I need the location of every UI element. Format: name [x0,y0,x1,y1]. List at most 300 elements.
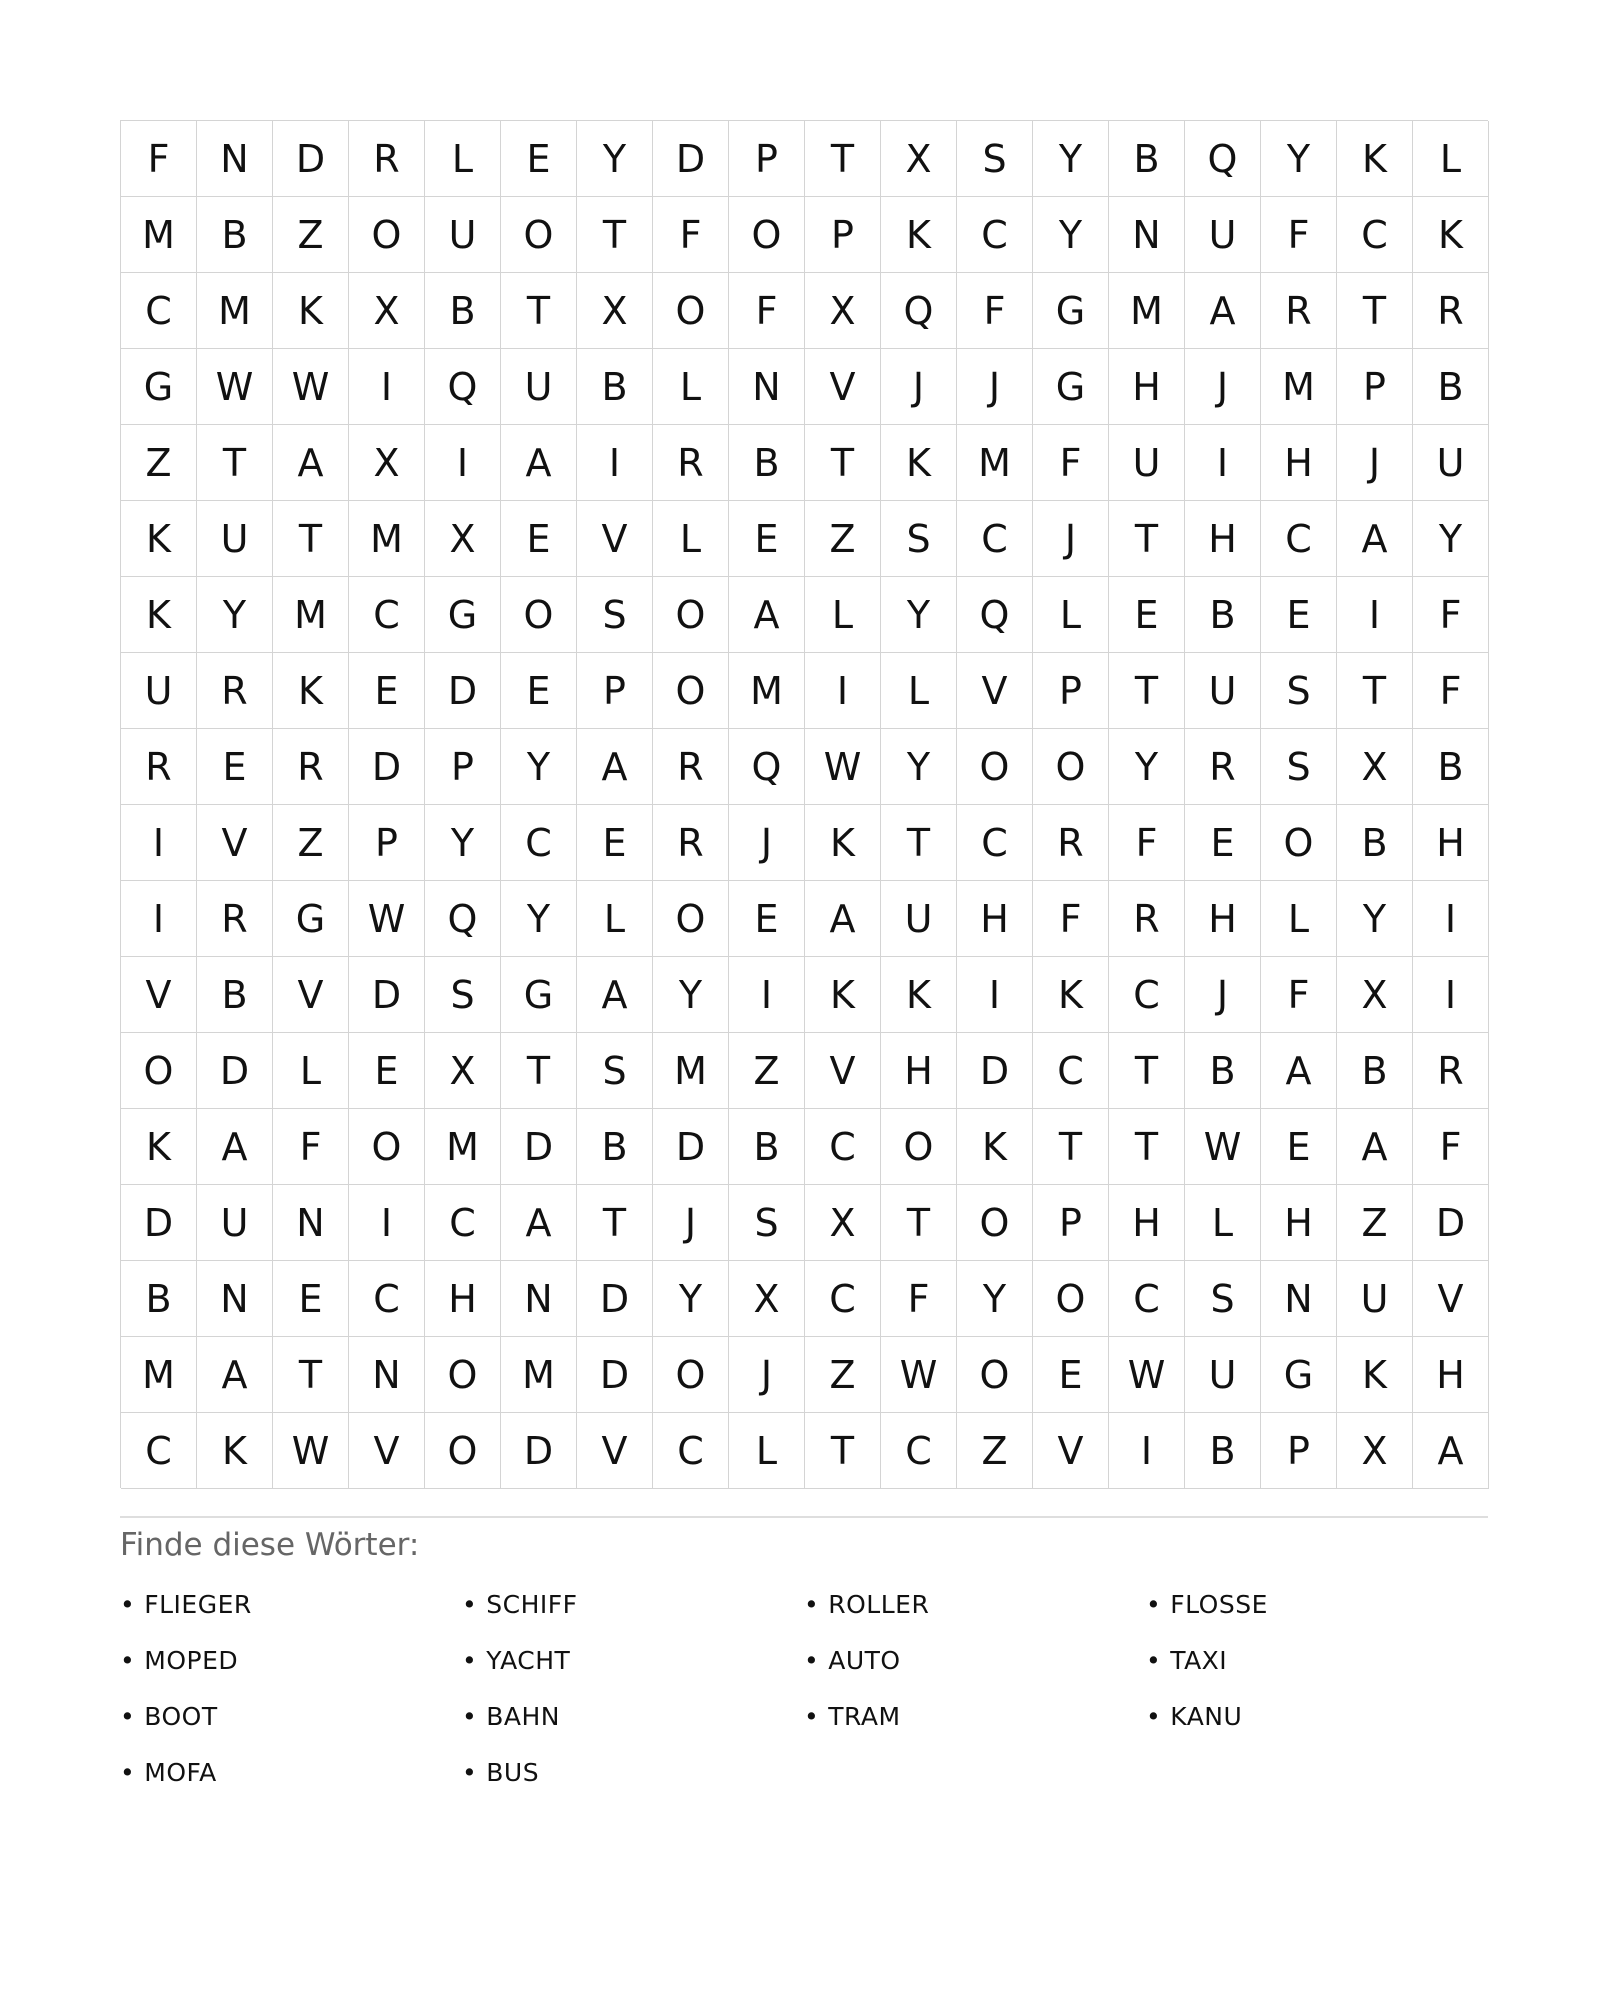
grid-cell[interactable]: Y [1413,501,1489,577]
grid-cell[interactable]: Y [957,1261,1033,1337]
grid-cell[interactable]: O [501,197,577,273]
grid-cell[interactable]: B [1109,121,1185,197]
grid-cell[interactable]: R [1033,805,1109,881]
grid-cell[interactable]: D [577,1261,653,1337]
grid-cell[interactable]: O [653,1337,729,1413]
grid-cell[interactable]: C [1337,197,1413,273]
grid-cell[interactable]: R [1185,729,1261,805]
grid-cell[interactable]: U [1109,425,1185,501]
grid-cell[interactable]: U [881,881,957,957]
grid-cell[interactable]: I [425,425,501,501]
grid-cell[interactable]: I [729,957,805,1033]
grid-cell[interactable]: B [577,1109,653,1185]
grid-cell[interactable]: M [349,501,425,577]
grid-cell[interactable]: L [1261,881,1337,957]
grid-cell[interactable]: L [805,577,881,653]
grid-cell[interactable]: C [121,1413,197,1489]
grid-cell[interactable]: M [957,425,1033,501]
grid-cell[interactable]: F [1033,425,1109,501]
grid-cell[interactable]: R [273,729,349,805]
grid-cell[interactable]: Y [1033,121,1109,197]
grid-cell[interactable]: T [805,121,881,197]
grid-cell[interactable]: A [1185,273,1261,349]
grid-cell[interactable]: S [881,501,957,577]
grid-cell[interactable]: D [349,729,425,805]
grid-cell[interactable]: J [1185,349,1261,425]
grid-cell[interactable]: Y [197,577,273,653]
grid-cell[interactable]: R [653,805,729,881]
grid-cell[interactable]: E [729,501,805,577]
grid-cell[interactable]: G [1033,349,1109,425]
grid-cell[interactable]: O [349,197,425,273]
grid-cell[interactable]: E [1109,577,1185,653]
grid-cell[interactable]: D [577,1337,653,1413]
grid-cell[interactable]: E [1033,1337,1109,1413]
grid-cell[interactable]: Y [1109,729,1185,805]
grid-cell[interactable]: A [805,881,881,957]
grid-cell[interactable]: Y [577,121,653,197]
grid-cell[interactable]: F [1413,653,1489,729]
grid-cell[interactable]: R [1413,273,1489,349]
grid-cell[interactable]: J [1185,957,1261,1033]
grid-cell[interactable]: U [501,349,577,425]
grid-cell[interactable]: V [349,1413,425,1489]
grid-cell[interactable]: P [729,121,805,197]
grid-cell[interactable]: C [1261,501,1337,577]
grid-cell[interactable]: I [1109,1413,1185,1489]
grid-cell[interactable]: S [1261,729,1337,805]
grid-cell[interactable]: K [881,957,957,1033]
grid-cell[interactable]: T [501,1033,577,1109]
grid-cell[interactable]: B [425,273,501,349]
grid-cell[interactable]: E [349,1033,425,1109]
grid-cell[interactable]: A [577,957,653,1033]
grid-cell[interactable]: Y [653,957,729,1033]
grid-cell[interactable]: I [121,881,197,957]
grid-cell[interactable]: M [197,273,273,349]
grid-cell[interactable]: O [1033,729,1109,805]
grid-cell[interactable]: A [501,1185,577,1261]
grid-cell[interactable]: B [577,349,653,425]
grid-cell[interactable]: Y [1337,881,1413,957]
grid-cell[interactable]: P [1033,1185,1109,1261]
grid-cell[interactable]: L [1413,121,1489,197]
grid-cell[interactable]: H [957,881,1033,957]
grid-cell[interactable]: K [1337,1337,1413,1413]
grid-cell[interactable]: A [1413,1413,1489,1489]
grid-cell[interactable]: U [1185,1337,1261,1413]
grid-cell[interactable]: W [273,349,349,425]
grid-cell[interactable]: A [501,425,577,501]
grid-cell[interactable]: F [1413,577,1489,653]
grid-cell[interactable]: R [121,729,197,805]
grid-cell[interactable]: G [425,577,501,653]
grid-cell[interactable]: B [197,197,273,273]
grid-cell[interactable]: X [1337,957,1413,1033]
grid-cell[interactable]: D [121,1185,197,1261]
grid-cell[interactable]: X [805,1185,881,1261]
grid-cell[interactable]: Z [805,501,881,577]
grid-cell[interactable]: K [957,1109,1033,1185]
grid-cell[interactable]: Y [501,881,577,957]
grid-cell[interactable]: B [1413,729,1489,805]
grid-cell[interactable]: C [1033,1033,1109,1109]
grid-cell[interactable]: X [805,273,881,349]
grid-cell[interactable]: J [729,805,805,881]
grid-cell[interactable]: U [425,197,501,273]
grid-cell[interactable]: N [349,1337,425,1413]
grid-cell[interactable]: D [653,121,729,197]
grid-cell[interactable]: J [881,349,957,425]
grid-cell[interactable]: F [653,197,729,273]
grid-cell[interactable]: Z [957,1413,1033,1489]
grid-cell[interactable]: L [653,349,729,425]
grid-cell[interactable]: F [121,121,197,197]
grid-cell[interactable]: J [1033,501,1109,577]
grid-cell[interactable]: L [273,1033,349,1109]
grid-cell[interactable]: X [349,425,425,501]
grid-cell[interactable]: R [653,425,729,501]
grid-cell[interactable]: Y [501,729,577,805]
grid-cell[interactable]: B [1337,1033,1413,1109]
grid-cell[interactable]: S [425,957,501,1033]
grid-cell[interactable]: Y [881,729,957,805]
grid-cell[interactable]: P [1033,653,1109,729]
grid-cell[interactable]: P [577,653,653,729]
grid-cell[interactable]: R [1413,1033,1489,1109]
grid-cell[interactable]: C [349,1261,425,1337]
grid-cell[interactable]: H [1261,425,1337,501]
grid-cell[interactable]: I [1413,957,1489,1033]
grid-cell[interactable]: R [653,729,729,805]
grid-cell[interactable]: B [1413,349,1489,425]
grid-cell[interactable]: T [1109,653,1185,729]
grid-cell[interactable]: T [881,805,957,881]
grid-cell[interactable]: T [1337,653,1413,729]
grid-cell[interactable]: E [197,729,273,805]
grid-cell[interactable]: J [653,1185,729,1261]
grid-cell[interactable]: U [1413,425,1489,501]
grid-cell[interactable]: U [197,1185,273,1261]
grid-cell[interactable]: J [729,1337,805,1413]
grid-cell[interactable]: T [273,1337,349,1413]
grid-cell[interactable]: N [273,1185,349,1261]
grid-cell[interactable]: N [197,1261,273,1337]
grid-cell[interactable]: N [501,1261,577,1337]
grid-cell[interactable]: V [1413,1261,1489,1337]
grid-cell[interactable]: X [349,273,425,349]
grid-cell[interactable]: V [577,1413,653,1489]
grid-cell[interactable]: O [653,881,729,957]
grid-cell[interactable]: M [1109,273,1185,349]
grid-cell[interactable]: R [1109,881,1185,957]
grid-cell[interactable]: X [1337,729,1413,805]
grid-cell[interactable]: M [121,197,197,273]
grid-cell[interactable]: F [1261,197,1337,273]
grid-cell[interactable]: R [197,653,273,729]
grid-cell[interactable]: T [881,1185,957,1261]
grid-cell[interactable]: C [957,805,1033,881]
grid-cell[interactable]: X [425,501,501,577]
grid-cell[interactable]: D [273,121,349,197]
grid-cell[interactable]: S [729,1185,805,1261]
grid-cell[interactable]: K [805,805,881,881]
grid-cell[interactable]: T [805,1413,881,1489]
grid-cell[interactable]: T [1109,1109,1185,1185]
grid-cell[interactable]: C [349,577,425,653]
grid-cell[interactable]: I [1337,577,1413,653]
grid-cell[interactable]: E [1261,577,1337,653]
grid-cell[interactable]: R [1261,273,1337,349]
grid-cell[interactable]: Y [425,805,501,881]
grid-cell[interactable]: O [425,1337,501,1413]
grid-cell[interactable]: C [881,1413,957,1489]
grid-cell[interactable]: I [1413,881,1489,957]
grid-cell[interactable]: S [577,577,653,653]
grid-cell[interactable]: K [881,197,957,273]
grid-cell[interactable]: D [957,1033,1033,1109]
grid-cell[interactable]: U [197,501,273,577]
grid-cell[interactable]: C [1109,957,1185,1033]
grid-cell[interactable]: E [729,881,805,957]
grid-cell[interactable]: Q [957,577,1033,653]
grid-cell[interactable]: E [273,1261,349,1337]
grid-cell[interactable]: P [349,805,425,881]
grid-cell[interactable]: T [197,425,273,501]
grid-cell[interactable]: E [349,653,425,729]
grid-cell[interactable]: Q [729,729,805,805]
grid-cell[interactable]: M [121,1337,197,1413]
grid-cell[interactable]: W [273,1413,349,1489]
grid-cell[interactable]: A [1261,1033,1337,1109]
grid-cell[interactable]: M [273,577,349,653]
grid-cell[interactable]: K [273,273,349,349]
grid-cell[interactable]: B [121,1261,197,1337]
grid-cell[interactable]: V [121,957,197,1033]
grid-cell[interactable]: H [1109,1185,1185,1261]
grid-cell[interactable]: O [1261,805,1337,881]
grid-cell[interactable]: K [1413,197,1489,273]
grid-cell[interactable]: V [957,653,1033,729]
grid-cell[interactable]: O [653,577,729,653]
grid-cell[interactable]: V [805,349,881,425]
grid-cell[interactable]: L [1033,577,1109,653]
grid-cell[interactable]: X [577,273,653,349]
grid-cell[interactable]: Y [653,1261,729,1337]
grid-cell[interactable]: I [957,957,1033,1033]
grid-cell[interactable]: V [577,501,653,577]
grid-cell[interactable]: E [1185,805,1261,881]
grid-cell[interactable]: U [1337,1261,1413,1337]
grid-cell[interactable]: S [1185,1261,1261,1337]
grid-cell[interactable]: U [1185,197,1261,273]
grid-cell[interactable]: G [273,881,349,957]
grid-cell[interactable]: O [957,729,1033,805]
grid-cell[interactable]: Q [425,349,501,425]
grid-cell[interactable]: D [653,1109,729,1185]
grid-cell[interactable]: Z [1337,1185,1413,1261]
grid-cell[interactable]: L [425,121,501,197]
grid-cell[interactable]: U [121,653,197,729]
grid-cell[interactable]: F [1033,881,1109,957]
grid-cell[interactable]: O [1033,1261,1109,1337]
grid-cell[interactable]: K [273,653,349,729]
grid-cell[interactable]: K [1033,957,1109,1033]
grid-cell[interactable]: W [197,349,273,425]
grid-cell[interactable]: K [121,501,197,577]
grid-cell[interactable]: D [349,957,425,1033]
grid-cell[interactable]: B [1185,1413,1261,1489]
grid-cell[interactable]: F [1261,957,1337,1033]
grid-cell[interactable]: K [1337,121,1413,197]
grid-cell[interactable]: G [1033,273,1109,349]
grid-cell[interactable]: H [1185,881,1261,957]
grid-cell[interactable]: C [957,197,1033,273]
grid-cell[interactable]: I [805,653,881,729]
grid-cell[interactable]: O [881,1109,957,1185]
grid-cell[interactable]: N [1109,197,1185,273]
grid-cell[interactable]: B [197,957,273,1033]
grid-cell[interactable]: F [1109,805,1185,881]
grid-cell[interactable]: R [197,881,273,957]
grid-cell[interactable]: A [1337,1109,1413,1185]
grid-cell[interactable]: L [653,501,729,577]
grid-cell[interactable]: Z [805,1337,881,1413]
grid-cell[interactable]: J [957,349,1033,425]
grid-cell[interactable]: M [1261,349,1337,425]
grid-cell[interactable]: O [653,273,729,349]
grid-cell[interactable]: T [577,197,653,273]
grid-cell[interactable]: W [1185,1109,1261,1185]
grid-cell[interactable]: S [1261,653,1337,729]
grid-cell[interactable]: T [805,425,881,501]
grid-cell[interactable]: N [729,349,805,425]
grid-cell[interactable]: O [957,1337,1033,1413]
grid-cell[interactable]: I [349,1185,425,1261]
grid-cell[interactable]: O [349,1109,425,1185]
grid-cell[interactable]: I [349,349,425,425]
grid-cell[interactable]: C [957,501,1033,577]
grid-cell[interactable]: K [121,577,197,653]
grid-cell[interactable]: C [805,1109,881,1185]
grid-cell[interactable]: W [349,881,425,957]
grid-cell[interactable]: Z [121,425,197,501]
grid-cell[interactable]: P [805,197,881,273]
grid-cell[interactable]: C [425,1185,501,1261]
grid-cell[interactable]: B [1185,1033,1261,1109]
grid-cell[interactable]: F [273,1109,349,1185]
grid-cell[interactable]: T [1337,273,1413,349]
grid-cell[interactable]: Z [729,1033,805,1109]
grid-cell[interactable]: H [1109,349,1185,425]
grid-cell[interactable]: G [501,957,577,1033]
grid-cell[interactable]: O [121,1033,197,1109]
grid-cell[interactable]: P [425,729,501,805]
grid-cell[interactable]: W [881,1337,957,1413]
grid-cell[interactable]: Y [1261,121,1337,197]
grid-cell[interactable]: J [1337,425,1413,501]
grid-cell[interactable]: A [273,425,349,501]
grid-cell[interactable]: M [729,653,805,729]
grid-cell[interactable]: C [501,805,577,881]
grid-cell[interactable]: A [577,729,653,805]
grid-cell[interactable]: Y [1033,197,1109,273]
grid-cell[interactable]: T [501,273,577,349]
grid-cell[interactable]: C [653,1413,729,1489]
grid-cell[interactable]: P [1261,1413,1337,1489]
grid-cell[interactable]: Q [881,273,957,349]
grid-cell[interactable]: B [1185,577,1261,653]
grid-cell[interactable]: D [425,653,501,729]
grid-cell[interactable]: A [1337,501,1413,577]
grid-cell[interactable]: M [425,1109,501,1185]
grid-cell[interactable]: O [729,197,805,273]
grid-cell[interactable]: M [653,1033,729,1109]
grid-cell[interactable]: H [1413,1337,1489,1413]
grid-cell[interactable]: C [121,273,197,349]
grid-cell[interactable]: I [121,805,197,881]
grid-cell[interactable]: R [349,121,425,197]
grid-cell[interactable]: L [1185,1185,1261,1261]
grid-cell[interactable]: T [1109,501,1185,577]
grid-cell[interactable]: L [577,881,653,957]
grid-cell[interactable]: B [729,1109,805,1185]
grid-cell[interactable]: E [501,121,577,197]
grid-cell[interactable]: G [121,349,197,425]
grid-cell[interactable]: V [805,1033,881,1109]
grid-cell[interactable]: Q [425,881,501,957]
grid-cell[interactable]: D [197,1033,273,1109]
grid-cell[interactable]: S [957,121,1033,197]
grid-cell[interactable]: O [653,653,729,729]
grid-cell[interactable]: Z [273,805,349,881]
grid-cell[interactable]: F [1413,1109,1489,1185]
grid-cell[interactable]: U [1185,653,1261,729]
grid-cell[interactable]: X [1337,1413,1413,1489]
grid-cell[interactable]: C [1109,1261,1185,1337]
grid-cell[interactable]: A [197,1337,273,1413]
grid-cell[interactable]: O [501,577,577,653]
grid-cell[interactable]: F [881,1261,957,1337]
grid-cell[interactable]: O [957,1185,1033,1261]
grid-cell[interactable]: K [805,957,881,1033]
grid-cell[interactable]: H [1413,805,1489,881]
grid-cell[interactable]: N [1261,1261,1337,1337]
grid-cell[interactable]: F [729,273,805,349]
grid-cell[interactable]: H [1261,1185,1337,1261]
grid-cell[interactable]: Q [1185,121,1261,197]
grid-cell[interactable]: H [881,1033,957,1109]
grid-cell[interactable]: T [273,501,349,577]
grid-cell[interactable]: L [729,1413,805,1489]
grid-cell[interactable]: G [1261,1337,1337,1413]
grid-cell[interactable]: X [425,1033,501,1109]
grid-cell[interactable]: D [501,1413,577,1489]
grid-cell[interactable]: Y [881,577,957,653]
grid-cell[interactable]: I [577,425,653,501]
grid-cell[interactable]: M [501,1337,577,1413]
grid-cell[interactable]: H [425,1261,501,1337]
grid-cell[interactable]: H [1185,501,1261,577]
grid-cell[interactable]: T [1109,1033,1185,1109]
grid-cell[interactable]: E [501,501,577,577]
grid-cell[interactable]: E [501,653,577,729]
grid-cell[interactable]: X [881,121,957,197]
grid-cell[interactable]: Z [273,197,349,273]
grid-cell[interactable]: D [501,1109,577,1185]
grid-cell[interactable]: A [197,1109,273,1185]
grid-cell[interactable]: V [273,957,349,1033]
